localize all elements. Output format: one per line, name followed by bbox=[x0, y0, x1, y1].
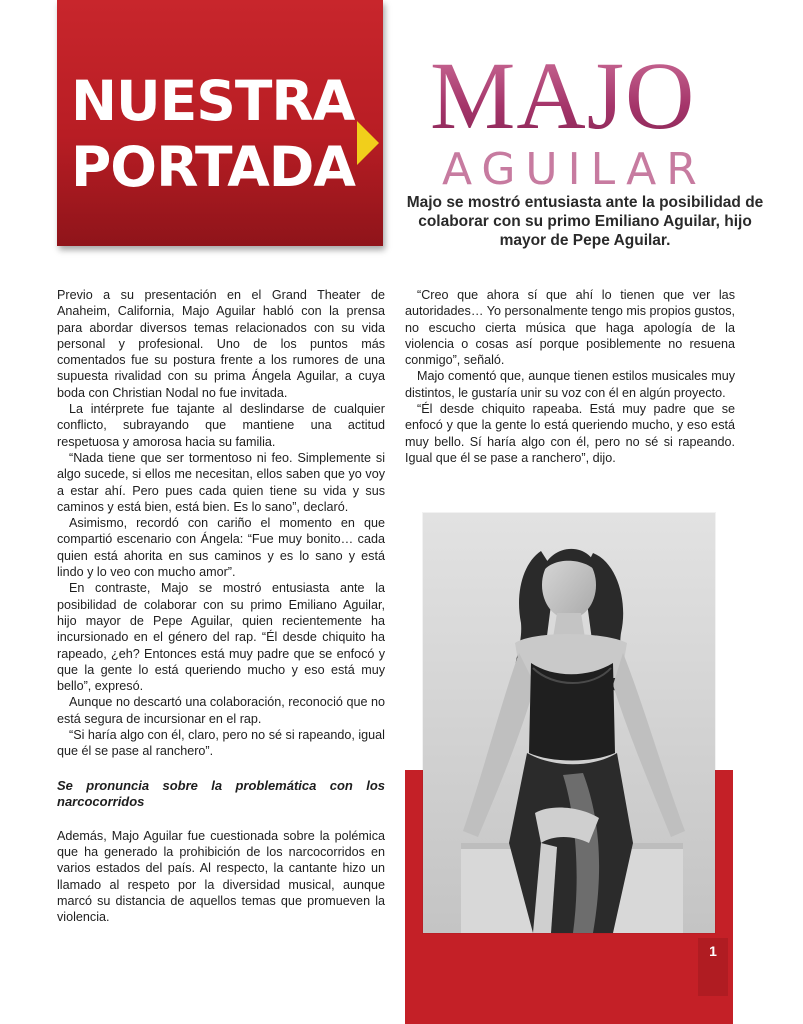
section-subheading: Se pronuncia sobre la problemática con los narcocorridos bbox=[57, 777, 385, 809]
page-number: 1 bbox=[698, 938, 728, 996]
right-column bbox=[405, 287, 735, 466]
paragraph: “Nada tiene que ser tormentoso ni feo. Simplemente si algo sucede, si ellos me necesitan, ellos saben que yo voy a estar ahí. Pero pues cada quien tiene su vida y sus caminos y está bien, está bien. Es lo sano”, declaró. bbox=[57, 450, 385, 514]
paragraph: “Si haría algo con él, claro, pero no sé si rapeando, igual que él se pase al ranchero”. bbox=[57, 728, 385, 759]
section-banner bbox=[57, 0, 383, 246]
article-title-last-name: AGUILAR bbox=[442, 144, 707, 195]
paragraph: Majo comentó que, aunque tienen estilos musicales muy distintos, le gustaría unir su voz con él en algún proyecto. bbox=[405, 369, 735, 400]
cover-photo bbox=[423, 513, 715, 933]
paragraph: “Él desde chiquito rapeaba. Está muy padre que se enfocó y que la gente lo está queriendo mucho, y eso está muy bello. Sí haría algo con él, pero no sé si rapeando. Igual que él se pase a ranchero”, dijo. bbox=[405, 402, 735, 465]
woman-portrait-illustration bbox=[423, 513, 715, 933]
arrow-icon bbox=[357, 121, 379, 165]
paragraph: Asimismo, recordó con cariño el momento en que compartió escenario con Ángela: “Fue muy bonito… cada quien está ahorita en sus caminos y es lo sano y está lindo y lo veo con mucho amor”. bbox=[57, 516, 385, 580]
paragraph: La intérprete fue tajante al deslindarse de cualquier conflicto, subrayando que mantiene una actitud respetuosa y amorosa hacia su familia. bbox=[57, 402, 385, 449]
left-column bbox=[57, 287, 385, 925]
banner-title-line1: NUESTRA bbox=[71, 69, 355, 133]
paragraph: En contraste, Majo se mostró entusiasta ante la posibilidad de colaborar con su primo Emiliano Aguilar, hijo mayor de Pepe Aguilar, quien recientemente ha incursionado en el género del rap. “Él desde chiquito ha rapeado, ¿eh? Entonces está muy padre que se enfocó y que la gente lo está queriendo mucho y eso está muy bello”, expresó. bbox=[57, 581, 385, 694]
paragraph: Previo a su presentación en el Grand Theater de Anaheim, California, Majo Aguilar habló con la prensa para abordar diversos temas relacionados con su vida personal y profesional. Uno de los puntos más comentados fue su postura frente a los rumores de una supuesta rivalidad con su prima Ángela Aguilar, a cuya boda con Christian Nodal no fue invitada. bbox=[57, 288, 385, 400]
paragraph: “Creo que ahora sí que ahí lo tienen que ver las autoridades… Yo personalmente tengo mis propios gustos, no escucho cierta música que haga apología de la violencia o cosas así porque posiblemente no resuena conmigo”, señaló. bbox=[405, 288, 735, 368]
article-subtitle: Majo se mostró entusiasta ante la posibilidad de colaborar con su primo Emiliano Aguilar, hijo mayor de Pepe Aguilar. bbox=[406, 194, 764, 249]
banner-title-line2: PORTADA bbox=[71, 135, 355, 199]
paragraph: Aunque no descartó una colaboración, reconoció que no está segura de incursionar en el rap. bbox=[57, 695, 385, 726]
article-title-first-name: MAJO bbox=[430, 48, 720, 144]
paragraph: Además, Majo Aguilar fue cuestionada sobre la polémica que ha generado la prohibición de los narcocorridos en varios estados del país. Al respecto, la cantante hizo un llamado al respeto por la diversidad musical, aunque marcó su distancia de aquellos temas que promueven la violencia. bbox=[57, 828, 385, 925]
